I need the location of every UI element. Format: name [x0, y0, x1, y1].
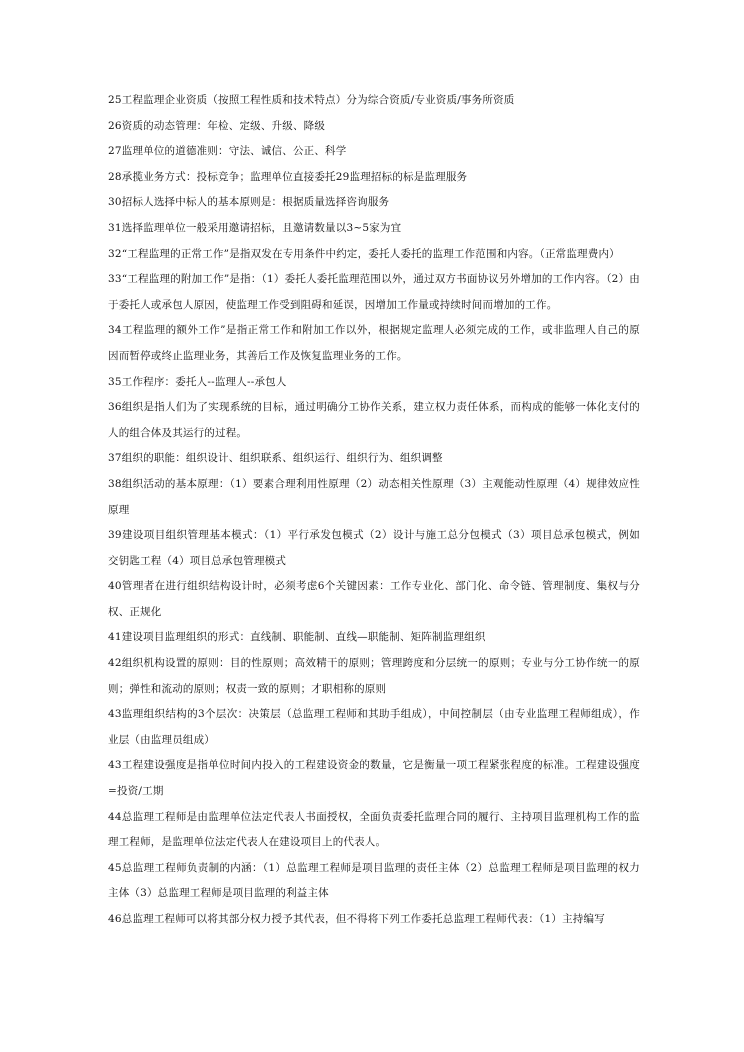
paragraph-40: 40管理者在进行组织结构设计时，必须考虑6个关键因素：工作专业化、部门化、命令链、管理制度、集权与分权、正规化: [108, 580, 640, 618]
paragraph-27: 27监理单位的道德准则：守法、诚信、公正、科学: [108, 145, 347, 158]
paragraph-37: 37组织的职能：组织设计、组织联系、组织运行、组织行为、组织调整: [108, 452, 443, 465]
paragraph-25: 25工程监理企业资质（按照工程性质和技术特点）分为综合资质/专业资质/事务所资质: [108, 94, 515, 106]
paragraph-42: 42组织机构设置的原则：目的性原则；高效精干的原则；管理跨度和分层统一的原则；专业与分工协作统一的原则；弹性和流动的原则；权责一致的原则；才职相称的原则: [108, 657, 640, 695]
paragraph-36: 36组织是指人们为了实现系统的目标，通过明确分工协作关系，建立权力责任体系，而构成的能够一体化支付的人的组合体及其运行的过程。: [108, 401, 640, 439]
paragraph-34: 34工程监理的额外工作”是指正常工作和附加工作以外，根据规定监理人必须完成的工作，或非监理人自己的原因而暂停或终止监理业务，其善后工作及恢复监理业务的工作。: [108, 324, 640, 362]
paragraph-28: 28承揽业务方式：投标竞争；监理单位直接委托29监理招标的标是监理服务: [108, 170, 468, 183]
paragraph-26: 26资质的动态管理：年检、定级、升级、降级: [108, 119, 326, 132]
paragraph-43b: 43工程建设强度是指单位时间内投入的工程建设资金的数量，它是衡量一项工程紧张程度的标准。工程建设强度=投资/工期: [108, 759, 640, 798]
paragraph-30: 30招标人选择中标人的基本原则是：根据质量选择咨询服务: [108, 196, 390, 209]
paragraph-41: 41建设项目监理组织的形式：直线制、职能制、直线—职能制、矩阵制监理组织: [108, 631, 486, 644]
paragraph-44: 44总监理工程师是由监理单位法定代表人书面授权，全面负责委托监理合同的履行、主持项目监理机构工作的监理工程师，是监理单位法定代表人在建设项目上的代表人。: [108, 810, 640, 849]
paragraph-32: 32“工程监理的正常工作”是指双发在专用条件中约定，委托人委托的监理工作范围和内容。（正常监理费内）: [108, 247, 620, 260]
paragraph-43a: 43监理组织结构的3个层次：决策层（总监理工程师和其助手组成），中间控制层（由专业监理工程师组成），作业层（由监理员组成）: [108, 708, 640, 746]
paragraph-39: 39建设项目组织管理基本模式：（1）平行承发包模式（2）设计与施工总分包模式（3）项目总承包模式，例如交钥匙工程（4）项目总承包管理模式: [108, 529, 640, 567]
document-body: [108, 88, 640, 933]
paragraph-35: 35工作程序：委托人--监理人--承包人: [108, 375, 287, 388]
paragraph-45: 45总监理工程师负责制的内涵：（1）总监理工程师是项目监理的责任主体（2）总监理工程师是项目监理的权力主体（3）总监理工程师是项目监理的利益主体: [108, 861, 640, 900]
paragraph-46: 46总监理工程师可以将其部分权力授予其代表，但不得将下列工作委托总监理工程师代表：（1）主持编写: [108, 913, 605, 925]
paragraph-33: 33“工程监理的附加工作”是指：（1）委托人委托监理范围以外，通过双方书面协议另外增加的工作内容。（2）由于委托人或承包人原因，使监理工作受到阻碍和延误，因增加工作量或持续时间而增加的工作。: [108, 273, 640, 311]
paragraph-31: 31选择监理单位一般采用邀请招标，且邀请数量以3~5家为宜: [108, 221, 402, 234]
paragraph-38: 38组织活动的基本原理：（1）要素合理利用性原理（2）动态相关性原理（3）主观能动性原理（4）规律效应性原理: [108, 477, 640, 516]
